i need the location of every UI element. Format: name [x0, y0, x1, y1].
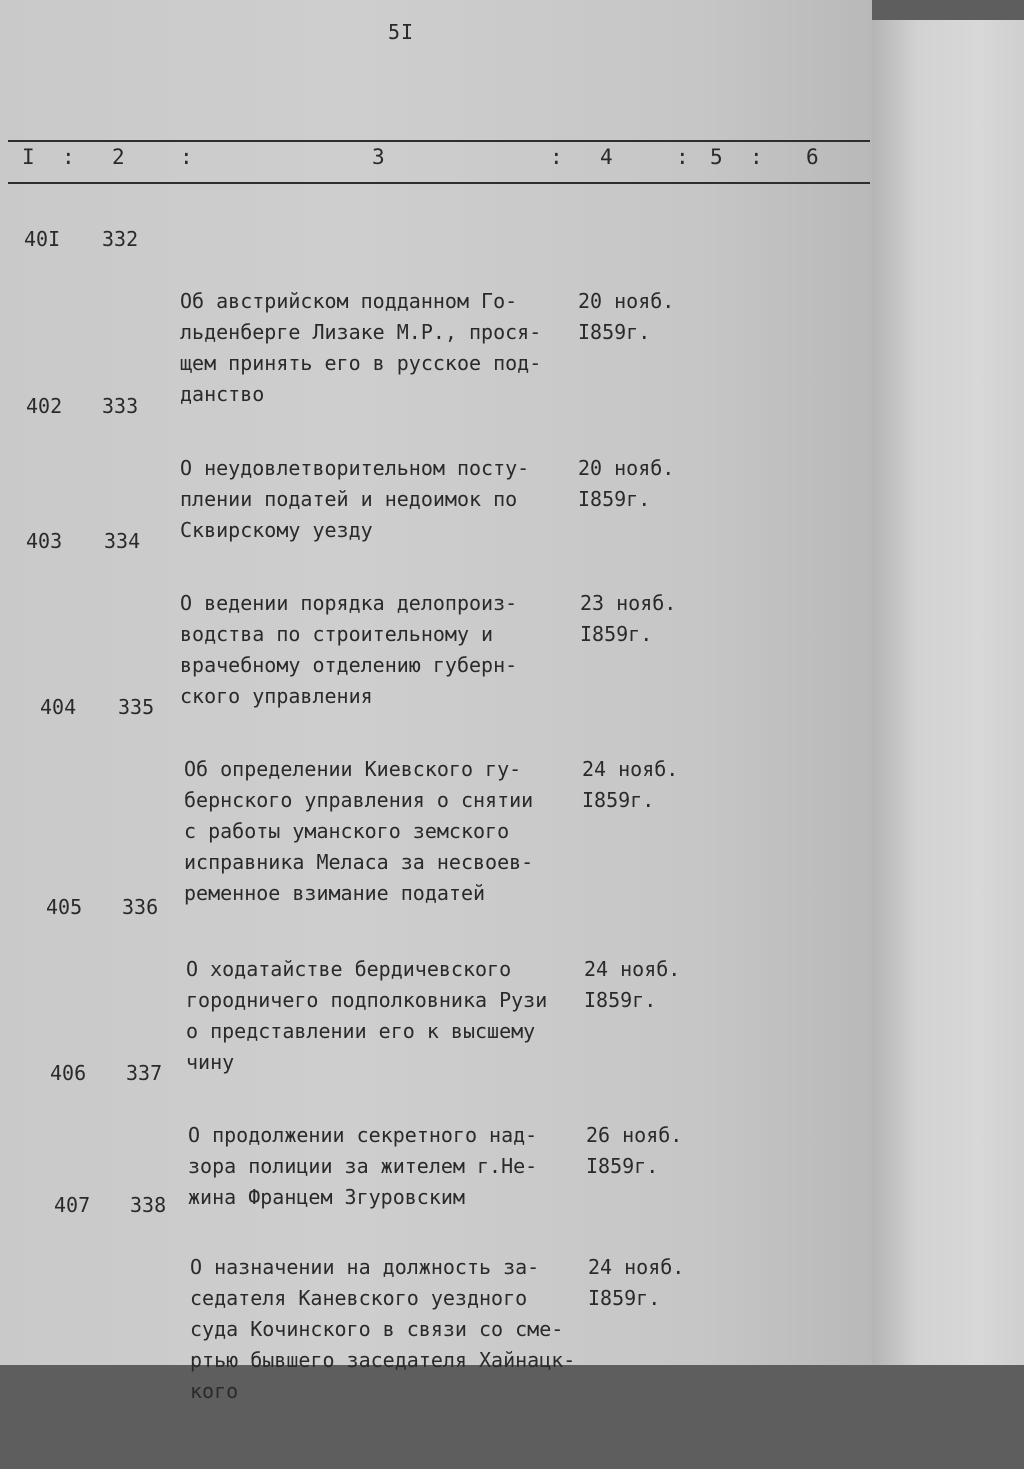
- entry-title: О ходатайстве бердичевского городничего подполковника Рузи о представлении его к высшему чину: [186, 957, 548, 1074]
- case-number: 338: [130, 1193, 167, 1217]
- entry-title: О продолжении секретного над- зора полиции за жителем г.Не- жина Францем Згуровским: [188, 1123, 538, 1209]
- header-rule-bottom: [8, 182, 870, 184]
- entry-title: Об определении Киевского гу- бернского управления о снятии с работы уманского земского исправника Меласа за несвоев- ременное взимание податей: [184, 757, 534, 905]
- column-header-3: 3: [372, 145, 385, 169]
- entry-number: 404: [40, 695, 77, 719]
- entry-date: 26 нояб. I859г.: [586, 1123, 683, 1178]
- entry-date: 20 нояб. I859г.: [578, 456, 675, 511]
- header-rule-top: [8, 140, 870, 142]
- case-number: 335: [118, 695, 155, 719]
- entry-title: О назначении на должность за- седателя Каневского уездного суда Кочинского в связи со сме- ртью бывшего заседателя Хайнацк- кого: [190, 1255, 576, 1403]
- entry-title: Об австрийском подданном Го- льденберге Лизаке М.Р., прося- щем принять его в русское под- данство: [180, 289, 542, 406]
- entry-number: 402: [26, 394, 63, 418]
- case-number: 336: [122, 895, 159, 919]
- entry-number: 403: [26, 529, 63, 553]
- entry-title: О неудовлетворительном посту- плении податей и недоимок по Сквирскому уезду: [180, 456, 530, 542]
- column-separator: :: [180, 145, 193, 169]
- column-header-5: 5: [710, 145, 723, 169]
- entry-number: 40I: [24, 227, 61, 251]
- page-number: 5I: [388, 20, 415, 44]
- case-number: 334: [104, 529, 141, 553]
- column-separator: :: [676, 145, 689, 169]
- entry-date: 23 нояб. I859г.: [580, 591, 677, 646]
- case-number: 333: [102, 394, 139, 418]
- list-item: [0, 1190, 870, 1403]
- entry-date: 24 нояб. I859г.: [584, 957, 681, 1012]
- entry-number: 407: [54, 1193, 91, 1217]
- list-item: [0, 692, 870, 905]
- column-header-row: [0, 143, 870, 179]
- case-number: 332: [102, 227, 139, 251]
- underlying-sheet: [872, 20, 1024, 1365]
- entry-number: 405: [46, 895, 83, 919]
- entry-number: 406: [50, 1061, 87, 1085]
- entry-date: 24 нояб. I859г.: [588, 1255, 685, 1310]
- column-header-4: 4: [600, 145, 613, 169]
- column-separator: :: [550, 145, 563, 169]
- column-header-6: 6: [806, 145, 819, 169]
- column-separator: :: [750, 145, 763, 169]
- case-number: 337: [126, 1061, 163, 1085]
- column-header-1: I: [22, 145, 35, 169]
- column-separator: :: [62, 145, 75, 169]
- entry-title: О ведении порядка делопроиз- водства по строительному и врачебному отделению губерн- ского управления: [180, 591, 518, 708]
- entry-date: 24 нояб. I859г.: [582, 757, 679, 812]
- column-header-2: 2: [112, 145, 125, 169]
- entry-date: 20 нояб. I859г.: [578, 289, 675, 344]
